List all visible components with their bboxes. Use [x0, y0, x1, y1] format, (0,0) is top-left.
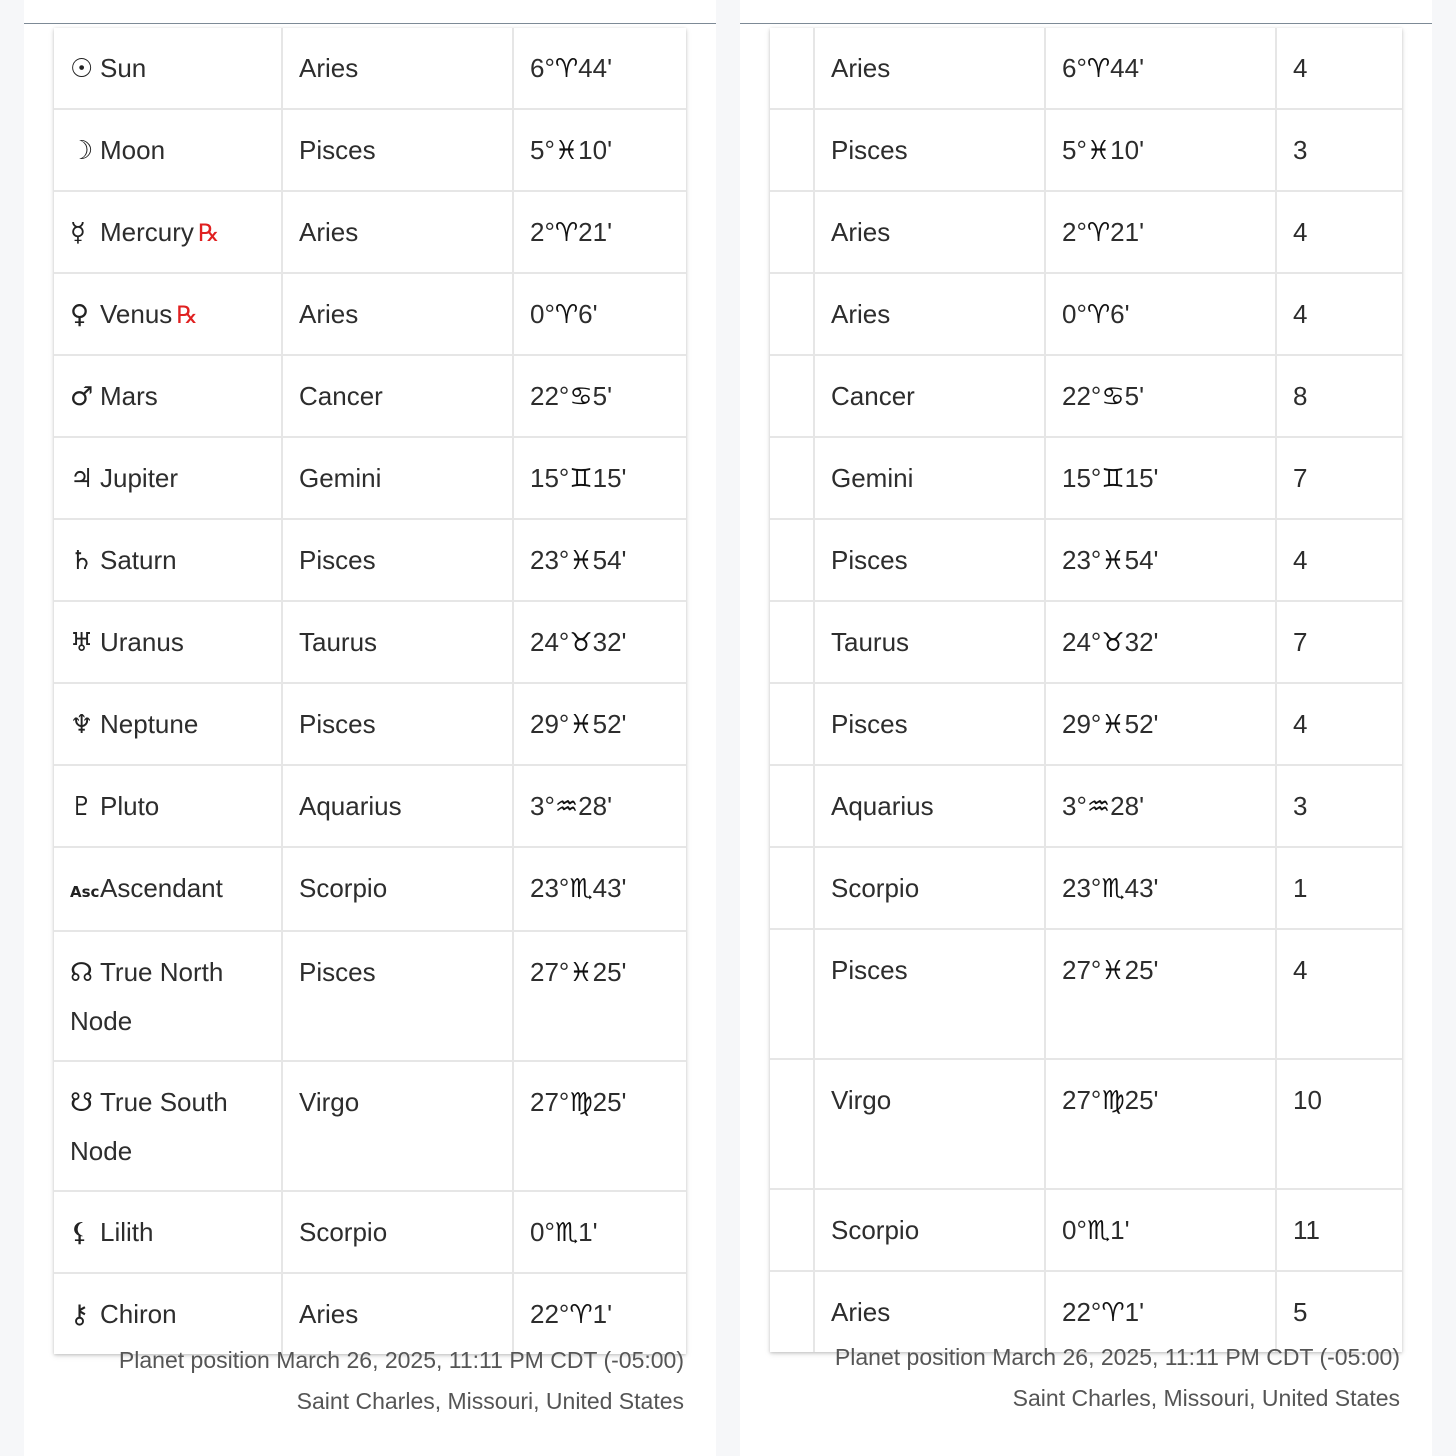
degree-text: 0° [530, 299, 555, 329]
planet-cell [54, 601, 282, 683]
sign-cell: Pisces [282, 519, 513, 601]
empty-cell [770, 109, 814, 191]
house-cell: 4 [1276, 273, 1402, 355]
position-cell [1045, 437, 1276, 519]
table-row [54, 1191, 686, 1273]
position-cell [513, 931, 686, 1061]
planet-cell [54, 28, 282, 109]
empty-cell [770, 601, 814, 683]
sign-cell: Gemini [282, 437, 513, 519]
table-row [54, 931, 686, 1061]
position-cell [1045, 519, 1276, 601]
sign-cell: Pisces [814, 519, 1045, 601]
planet-name: Pluto [100, 791, 160, 821]
chart-caption [835, 1337, 1400, 1419]
zodiac-sign-icon: ♓ [569, 546, 593, 576]
position-cell [513, 28, 686, 109]
table-row [54, 683, 686, 765]
position-cell [513, 519, 686, 601]
position-cell [1045, 601, 1276, 683]
position-cell [513, 1191, 686, 1273]
planet-glyph-icon: ⚸ [70, 1218, 90, 1248]
zodiac-sign-icon: ♓ [569, 710, 593, 740]
degree-text: 5° [530, 135, 555, 165]
empty-cell [770, 1059, 814, 1189]
zodiac-sign-icon: ♈ [554, 54, 579, 84]
position-cell [1045, 765, 1276, 847]
sign-cell: Taurus [814, 601, 1045, 683]
sign-cell: Aries [282, 28, 513, 109]
degree-text: 22° [1062, 1297, 1102, 1327]
zodiac-sign-icon: ♈ [569, 1300, 593, 1330]
planet-glyph-icon: ♀ [70, 300, 90, 330]
degree-text: 23° [530, 545, 570, 575]
table-row [770, 191, 1402, 273]
minute-text: 5' [1124, 381, 1145, 411]
planet-glyph-icon: ☋ [70, 1088, 94, 1118]
table-row [770, 273, 1402, 355]
minute-text: 52' [1124, 709, 1159, 739]
minute-text: 6' [1110, 299, 1130, 329]
house-cell: 7 [1276, 601, 1402, 683]
planet-name: True North Node [70, 957, 224, 1036]
house-cell: 4 [1276, 683, 1402, 765]
minute-text: 43' [1124, 873, 1159, 903]
sign-cell: Taurus [282, 601, 513, 683]
degree-text: 29° [1062, 709, 1102, 739]
position-cell [1045, 1059, 1276, 1189]
position-cell [1045, 28, 1276, 109]
degree-text: 22° [530, 1299, 570, 1329]
degree-text: 2° [1062, 217, 1087, 247]
minute-text: 10' [578, 135, 613, 165]
degree-text: 27° [530, 1087, 570, 1117]
degree-text: 0° [530, 1217, 555, 1247]
minute-text: 44' [1110, 53, 1145, 83]
top-divider [24, 23, 716, 24]
top-divider [740, 23, 1432, 24]
planet-name: Mercury [100, 217, 194, 247]
sign-cell: Pisces [814, 109, 1045, 191]
table-row [770, 437, 1402, 519]
zodiac-sign-icon: ♊ [569, 464, 593, 494]
minute-text: 21' [1110, 217, 1145, 247]
empty-cell [770, 929, 814, 1059]
degree-text: 23° [1062, 873, 1102, 903]
minute-text: 32' [592, 627, 627, 657]
house-cell: 1 [1276, 847, 1402, 929]
position-cell [513, 191, 686, 273]
position-cell [513, 847, 686, 931]
planet-name: Ascendant [100, 873, 223, 903]
house-cell: 4 [1276, 191, 1402, 273]
planet-glyph-icon: ☊ [70, 958, 94, 988]
minute-text: 1' [578, 1217, 598, 1247]
minute-text: 5' [592, 381, 613, 411]
planet-name: Venus [100, 299, 173, 329]
planet-cell [54, 683, 282, 765]
table-row [770, 1059, 1402, 1189]
empty-cell [770, 437, 814, 519]
degree-text: 15° [1062, 463, 1102, 493]
position-cell [513, 355, 686, 437]
empty-cell [770, 28, 814, 109]
house-cell: 4 [1276, 519, 1402, 601]
sign-cell: Cancer [814, 355, 1045, 437]
zodiac-sign-icon: ♉ [1101, 628, 1125, 658]
planet-glyph-icon: ♃ [70, 464, 94, 494]
degree-text: 22° [1062, 381, 1102, 411]
house-cell: 3 [1276, 109, 1402, 191]
table-row [770, 765, 1402, 847]
planet-glyph-icon: ♂ [70, 382, 94, 412]
planet-table-card [54, 28, 686, 1354]
zodiac-sign-icon: ♏ [1086, 1216, 1111, 1246]
house-cell: 3 [1276, 765, 1402, 847]
minute-text: 25' [1124, 955, 1159, 985]
position-cell [513, 1061, 686, 1191]
minute-text: 6' [578, 299, 598, 329]
table-row [54, 847, 686, 931]
table-row [54, 601, 686, 683]
house-cell: 7 [1276, 437, 1402, 519]
planet-name: Lilith [100, 1217, 154, 1247]
empty-cell [770, 683, 814, 765]
sign-cell: Aries [814, 273, 1045, 355]
planet-name: Jupiter [100, 463, 179, 493]
position-cell [1045, 273, 1276, 355]
position-cell [513, 765, 686, 847]
degree-text: 3° [530, 791, 555, 821]
planet-name: Mars [100, 381, 158, 411]
planet-cell [54, 1061, 282, 1191]
table-row [770, 683, 1402, 765]
planet-cell [54, 437, 282, 519]
sign-cell: Aquarius [814, 765, 1045, 847]
zodiac-sign-icon: ♈ [1101, 1298, 1125, 1328]
sign-cell: Pisces [282, 931, 513, 1061]
minute-text: 15' [1124, 463, 1159, 493]
planet-name: True South Node [70, 1087, 228, 1166]
minute-text: 1' [1124, 1297, 1145, 1327]
zodiac-sign-icon: ♍ [1101, 1086, 1125, 1116]
table-row [770, 355, 1402, 437]
degree-text: 24° [530, 627, 570, 657]
table-row [54, 519, 686, 601]
zodiac-sign-icon: ♈ [554, 300, 579, 330]
table-row [54, 1061, 686, 1191]
sign-cell: Aries [814, 28, 1045, 109]
degree-text: 6° [1062, 53, 1087, 83]
zodiac-sign-icon: ♊ [1101, 464, 1125, 494]
planet-cell [54, 273, 282, 355]
planet-cell [54, 519, 282, 601]
empty-cell [770, 765, 814, 847]
zodiac-sign-icon: ♏ [1101, 874, 1125, 904]
planet-glyph-icon: ☿ [70, 218, 86, 248]
house-cell: 11 [1276, 1189, 1402, 1271]
zodiac-sign-icon: ♋ [569, 382, 593, 412]
sign-cell: Aries [814, 1271, 1045, 1352]
degree-text: 0° [1062, 1215, 1087, 1245]
minute-text: 28' [1110, 791, 1145, 821]
planet-cell [54, 109, 282, 191]
table-row [770, 847, 1402, 929]
planet-cell [54, 191, 282, 273]
minute-text: 54' [1124, 545, 1159, 575]
minute-text: 32' [1124, 627, 1159, 657]
retrograde-icon: ℞ [197, 220, 220, 247]
empty-cell [770, 191, 814, 273]
position-cell [1045, 683, 1276, 765]
degree-text: 27° [530, 957, 570, 987]
sign-cell: Scorpio [282, 847, 513, 931]
degree-text: 23° [530, 873, 570, 903]
zodiac-sign-icon: ♏ [569, 874, 593, 904]
minute-text: 21' [578, 217, 613, 247]
house-cell: 5 [1293, 1297, 1308, 1327]
house-cell: 10 [1276, 1059, 1402, 1189]
planet-name: Uranus [100, 627, 184, 657]
sign-cell: Pisces [282, 683, 513, 765]
sign-cell: Aries [282, 191, 513, 273]
position-cell [513, 109, 686, 191]
minute-text: 10' [1110, 135, 1145, 165]
empty-cell [770, 1189, 814, 1271]
caption-datetime: Planet position March 26, 2025, 11:11 PM CDT (-05:00) [118, 1347, 684, 1373]
position-cell [1045, 191, 1276, 273]
left-panel [24, 0, 716, 1456]
planet-cell [54, 1191, 282, 1273]
table-row [54, 109, 686, 191]
zodiac-sign-icon: ♈ [554, 218, 579, 248]
planet-name: Moon [100, 135, 166, 165]
zodiac-sign-icon: ♈ [1086, 218, 1111, 248]
sign-cell: Aquarius [282, 765, 513, 847]
table-row [770, 109, 1402, 191]
degree-text: 22° [530, 381, 570, 411]
minute-text: 25' [592, 957, 627, 987]
zodiac-sign-icon: ♉ [569, 628, 593, 658]
zodiac-sign-icon: ♓ [1086, 136, 1111, 166]
planet-name: Saturn [100, 545, 177, 575]
position-cell [1045, 847, 1276, 929]
empty-cell [770, 847, 814, 929]
right-panel [740, 0, 1432, 1456]
degree-text: 5° [1062, 135, 1087, 165]
house-cell: 8 [1276, 355, 1402, 437]
sign-cell: Pisces [282, 109, 513, 191]
sign-cell: Gemini [814, 437, 1045, 519]
table-row [770, 519, 1402, 601]
degree-text: 27° [1062, 1085, 1102, 1115]
zodiac-sign-icon: ♓ [1101, 710, 1125, 740]
position-cell [513, 601, 686, 683]
empty-cell [770, 273, 814, 355]
position-cell [1045, 1189, 1276, 1271]
position-cell [513, 683, 686, 765]
table-row [770, 28, 1402, 109]
planet-glyph-icon: ☽ [70, 136, 94, 166]
zodiac-sign-icon: ♈ [1086, 300, 1111, 330]
position-cell [1045, 109, 1276, 191]
position-cell [1045, 929, 1276, 1059]
zodiac-sign-icon: ♓ [1101, 956, 1125, 986]
sign-cell: Scorpio [814, 847, 1045, 929]
zodiac-sign-icon: ♓ [569, 958, 593, 988]
minute-text: 28' [578, 791, 613, 821]
zodiac-sign-icon: ♒ [554, 792, 579, 822]
zodiac-sign-icon: ♍ [569, 1088, 593, 1118]
sign-cell: Virgo [814, 1059, 1045, 1189]
table-row [54, 355, 686, 437]
planet-glyph-icon: ⚷ [70, 1300, 90, 1330]
degree-text: 3° [1062, 791, 1087, 821]
position-cell [1045, 355, 1276, 437]
degree-text: 23° [1062, 545, 1102, 575]
house-cell: 4 [1276, 929, 1402, 1059]
zodiac-sign-icon: ♓ [554, 136, 579, 166]
planet-name: Neptune [100, 709, 199, 739]
table-row [54, 28, 686, 109]
planet-glyph-icon: ♇ [70, 792, 94, 822]
chart-caption [119, 1340, 684, 1422]
table-row [54, 765, 686, 847]
minute-text: 54' [592, 545, 627, 575]
planet-cell [54, 847, 282, 931]
caption-location: Saint Charles, Missouri, United States [296, 1388, 684, 1414]
planet-cell [54, 931, 282, 1061]
sign-cell: Virgo [282, 1061, 513, 1191]
sign-cell: Scorpio [814, 1189, 1045, 1271]
planet-position-table [54, 28, 686, 1354]
caption-location: Saint Charles, Missouri, United States [1012, 1385, 1400, 1411]
degree-text: 0° [1062, 299, 1087, 329]
house-table-card [770, 28, 1402, 1352]
sign-cell: Aries [814, 191, 1045, 273]
minute-text: 1' [592, 1299, 613, 1329]
sign-cell: Pisces [814, 929, 1045, 1059]
minute-text: 52' [592, 709, 627, 739]
degree-text: 27° [1062, 955, 1102, 985]
zodiac-sign-icon: ♈ [1086, 54, 1111, 84]
empty-cell [770, 355, 814, 437]
planet-glyph-icon: ♅ [70, 628, 94, 658]
degree-text: 15° [530, 463, 570, 493]
sign-cell: Aries [282, 273, 513, 355]
position-cell [513, 437, 686, 519]
planet-name: Chiron [100, 1299, 177, 1329]
zodiac-sign-icon: ♏ [554, 1218, 579, 1248]
degree-text: 2° [530, 217, 555, 247]
planet-cell [54, 765, 282, 847]
house-cell: 4 [1276, 28, 1402, 109]
planet-glyph-icon: Asc [70, 883, 100, 901]
planet-glyph-icon: ♄ [70, 546, 94, 576]
table-row [54, 437, 686, 519]
planet-glyph-icon: ♆ [70, 710, 94, 740]
retrograde-icon: ℞ [176, 302, 198, 329]
minute-text: 43' [592, 873, 627, 903]
zodiac-sign-icon: ♋ [1101, 382, 1125, 412]
zodiac-sign-icon: ♒ [1086, 792, 1111, 822]
minute-text: 44' [578, 53, 613, 83]
minute-text: 15' [592, 463, 627, 493]
sign-cell: Pisces [814, 683, 1045, 765]
zodiac-sign-icon: ♓ [1101, 546, 1125, 576]
house-position-table [770, 28, 1402, 1352]
degree-text: 29° [530, 709, 570, 739]
empty-cell [770, 1271, 814, 1352]
planet-cell [54, 355, 282, 437]
table-row [54, 273, 686, 355]
sign-cell: Aries [282, 1273, 513, 1354]
caption-datetime: Planet position March 26, 2025, 11:11 PM CDT (-05:00) [834, 1344, 1400, 1370]
minute-text: 25' [592, 1087, 627, 1117]
minute-text: 25' [1124, 1085, 1159, 1115]
table-row [770, 1189, 1402, 1271]
table-row [54, 191, 686, 273]
sign-cell: Cancer [282, 355, 513, 437]
empty-cell [770, 519, 814, 601]
planet-glyph-icon: ☉ [70, 54, 94, 84]
minute-text: 1' [1110, 1215, 1130, 1245]
table-row [770, 601, 1402, 683]
position-cell [513, 273, 686, 355]
table-row [770, 929, 1402, 1059]
sign-cell: Scorpio [282, 1191, 513, 1273]
degree-text: 6° [530, 53, 555, 83]
planet-name: Sun [100, 53, 147, 83]
degree-text: 24° [1062, 627, 1102, 657]
